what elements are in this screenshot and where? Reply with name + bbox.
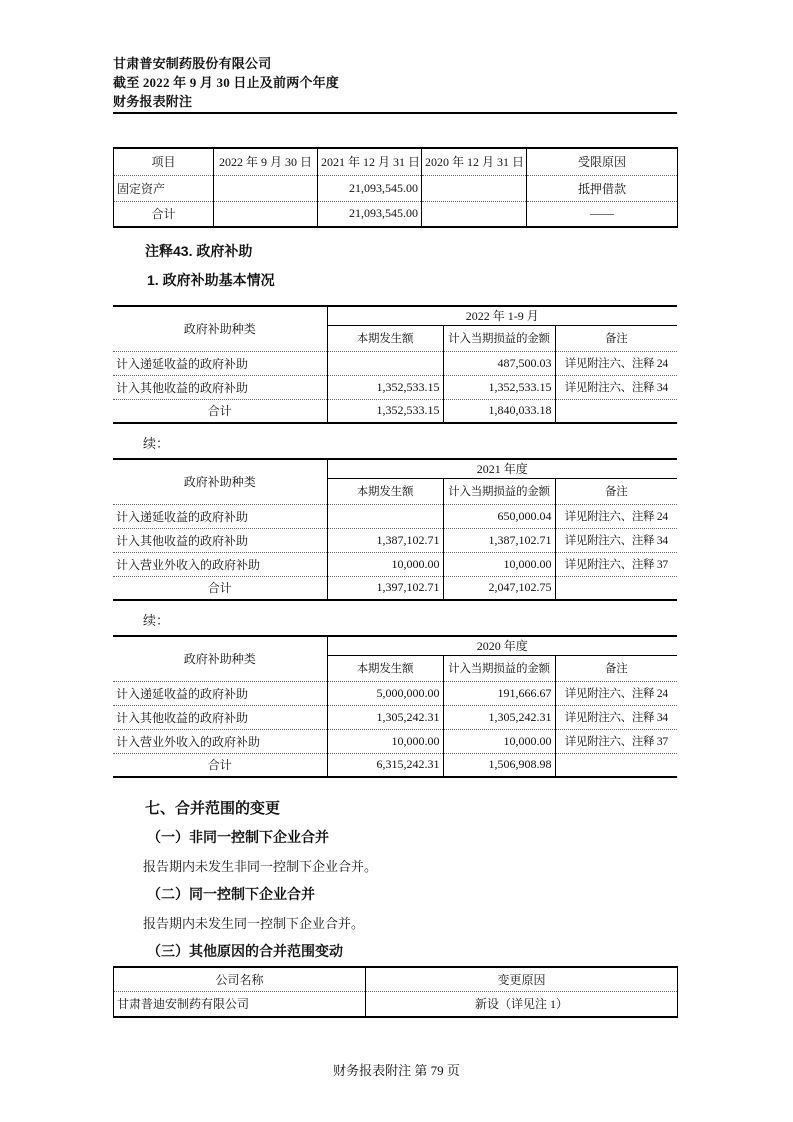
col-header-pl: 计入当期损益的金额 — [443, 478, 555, 504]
col-header-category: 政府补助种类 — [113, 306, 327, 351]
cell-change-reason: 新设（详见注 1） — [366, 991, 678, 1017]
cell-remark: 详见附注六、注释 34 — [555, 528, 677, 552]
cell-pl-amount: 487,500.03 — [443, 351, 555, 375]
section7-para1: 报告期内未发生非同一控制下企业合并。 — [143, 859, 378, 874]
subsidy-table-2020 — [113, 635, 677, 778]
page-content — [113, 0, 677, 1018]
cell-2022-value — [214, 175, 318, 201]
cell-subsidy-type: 合计 — [113, 399, 327, 423]
cell-incurred-amount: 10,000.00 — [327, 729, 443, 753]
col-header-2020: 2020 年 12 月 31 日 — [422, 148, 527, 175]
table-row — [113, 729, 677, 753]
cell-subsidy-type: 计入营业外收入的政府补助 — [113, 552, 327, 576]
cell-pl-amount: 2,047,102.75 — [443, 576, 555, 600]
section7-para2: 报告期内未发生同一控制下企业合并。 — [143, 916, 365, 931]
cell-pl-amount: 1,387,102.71 — [443, 528, 555, 552]
table-row — [113, 504, 677, 528]
continued-label: 续： — [143, 613, 170, 628]
cell-incurred-amount — [327, 504, 443, 528]
cell-incurred-amount: 6,315,242.31 — [327, 753, 443, 777]
cell-pl-amount: 1,840,033.18 — [443, 399, 555, 423]
table-header-row — [114, 148, 678, 175]
table-header-row — [113, 306, 677, 325]
subsidy-table-2022 — [113, 305, 677, 424]
col-header-pl: 计入当期损益的金额 — [443, 325, 555, 351]
table-row — [113, 351, 677, 375]
table-header-row — [114, 967, 678, 991]
col-header-incurred: 本期发生额 — [327, 478, 443, 504]
cell-incurred-amount: 1,397,102.71 — [327, 576, 443, 600]
document-header — [113, 0, 677, 111]
cell-subsidy-type: 计入递延收益的政府补助 — [113, 351, 327, 375]
continued-label: 续： — [143, 436, 170, 451]
col-header-category: 政府补助种类 — [113, 459, 327, 504]
table-header-row — [113, 636, 677, 655]
cell-pl-amount: 10,000.00 — [443, 729, 555, 753]
cell-reason: —— — [527, 201, 678, 227]
table-row — [113, 552, 677, 576]
company-name: 甘肃普安制药股份有限公司 — [113, 56, 272, 71]
cell-2022-value — [214, 201, 318, 227]
col-header-incurred: 本期发生额 — [327, 655, 443, 681]
table-row — [113, 528, 677, 552]
table-row — [113, 681, 677, 705]
cell-2020-value — [422, 175, 527, 201]
table-row — [114, 991, 678, 1017]
col-header-item: 项目 — [114, 148, 214, 175]
table-row — [113, 576, 677, 600]
cell-incurred-amount — [327, 351, 443, 375]
restricted-assets-table — [113, 147, 678, 228]
cell-remark: 详见附注六、注释 34 — [555, 375, 677, 399]
cell-remark — [555, 576, 677, 600]
col-header-company: 公司名称 — [114, 967, 366, 991]
cell-remark: 详见附注六、注释 37 — [555, 552, 677, 576]
cell-subsidy-type: 合计 — [113, 576, 327, 600]
cell-incurred-amount: 1,352,533.15 — [327, 375, 443, 399]
period-header-2022: 2022 年 1-9 月 — [327, 306, 677, 325]
col-header-category: 政府补助种类 — [113, 636, 327, 681]
col-header-remark: 备注 — [555, 478, 677, 504]
cell-incurred-amount: 10,000.00 — [327, 552, 443, 576]
table-row — [113, 753, 677, 777]
cell-item: 合计 — [114, 201, 214, 227]
table-row — [113, 375, 677, 399]
cell-pl-amount: 1,506,908.98 — [443, 753, 555, 777]
table-row — [113, 705, 677, 729]
cell-subsidy-type: 计入其他收益的政府补助 — [113, 528, 327, 552]
cell-incurred-amount: 1,305,242.31 — [327, 705, 443, 729]
header-divider — [113, 112, 677, 114]
cell-2021-value: 21,093,545.00 — [318, 175, 422, 201]
cell-pl-amount: 10,000.00 — [443, 552, 555, 576]
table-header-row — [113, 459, 677, 478]
section7-sub2: （二）同一控制下企业合并 — [147, 886, 315, 902]
cell-incurred-amount: 1,387,102.71 — [327, 528, 443, 552]
cell-remark: 详见附注六、注释 34 — [555, 705, 677, 729]
cell-subsidy-type: 合计 — [113, 753, 327, 777]
col-header-incurred: 本期发生额 — [327, 325, 443, 351]
cell-pl-amount: 650,000.04 — [443, 504, 555, 528]
cell-subsidy-type: 计入其他收益的政府补助 — [113, 375, 327, 399]
cell-subsidy-type: 计入其他收益的政府补助 — [113, 705, 327, 729]
cell-subsidy-type: 计入递延收益的政府补助 — [113, 681, 327, 705]
cell-incurred-amount: 5,000,000.00 — [327, 681, 443, 705]
note43-subtitle: 1. 政府补助基本情况 — [147, 272, 275, 288]
cell-remark: 详见附注六、注释 37 — [555, 729, 677, 753]
cell-subsidy-type: 计入营业外收入的政府补助 — [113, 729, 327, 753]
cell-reason: 抵押借款 — [527, 175, 678, 201]
cell-remark — [555, 399, 677, 423]
cell-company-name: 甘肃普迪安制药有限公司 — [114, 991, 366, 1017]
cell-pl-amount: 1,305,242.31 — [443, 705, 555, 729]
col-header-reason: 受限原因 — [527, 148, 678, 175]
period-header-2020: 2020 年度 — [327, 636, 677, 655]
scope-change-table — [113, 966, 678, 1018]
col-header-2021: 2021 年 12 月 31 日 — [318, 148, 422, 175]
cell-incurred-amount: 1,352,533.15 — [327, 399, 443, 423]
section7-sub1: （一）非同一控制下企业合并 — [147, 829, 329, 845]
note43-title: 注释43. 政府补助 — [145, 243, 253, 259]
col-header-pl: 计入当期损益的金额 — [443, 655, 555, 681]
cell-pl-amount: 191,666.67 — [443, 681, 555, 705]
table-row — [114, 201, 678, 227]
cell-remark: 详见附注六、注释 24 — [555, 351, 677, 375]
doc-title: 财务报表附注 — [113, 94, 193, 109]
col-header-remark: 备注 — [555, 655, 677, 681]
cell-item: 固定资产 — [114, 175, 214, 201]
section7-title: 七、合并范围的变更 — [145, 800, 281, 817]
page-footer: 财务报表附注 第 79 页 — [333, 1063, 460, 1078]
subsidy-table-2021 — [113, 458, 677, 601]
table-row — [114, 175, 678, 201]
section7-sub3: （三）其他原因的合并范围变动 — [147, 943, 343, 959]
cell-2020-value — [422, 201, 527, 227]
table-row — [113, 399, 677, 423]
cell-remark: 详见附注六、注释 24 — [555, 504, 677, 528]
cell-remark: 详见附注六、注释 24 — [555, 681, 677, 705]
cell-subsidy-type: 计入递延收益的政府补助 — [113, 504, 327, 528]
cell-2021-value: 21,093,545.00 — [318, 201, 422, 227]
col-header-2022: 2022 年 9 月 30 日 — [214, 148, 318, 175]
col-header-change-reason: 变更原因 — [366, 967, 678, 991]
period-header-2021: 2021 年度 — [327, 459, 677, 478]
cell-remark — [555, 753, 677, 777]
cell-pl-amount: 1,352,533.15 — [443, 375, 555, 399]
report-period: 截至 2022 年 9 月 30 日止及前两个年度 — [113, 75, 340, 90]
col-header-remark: 备注 — [555, 325, 677, 351]
